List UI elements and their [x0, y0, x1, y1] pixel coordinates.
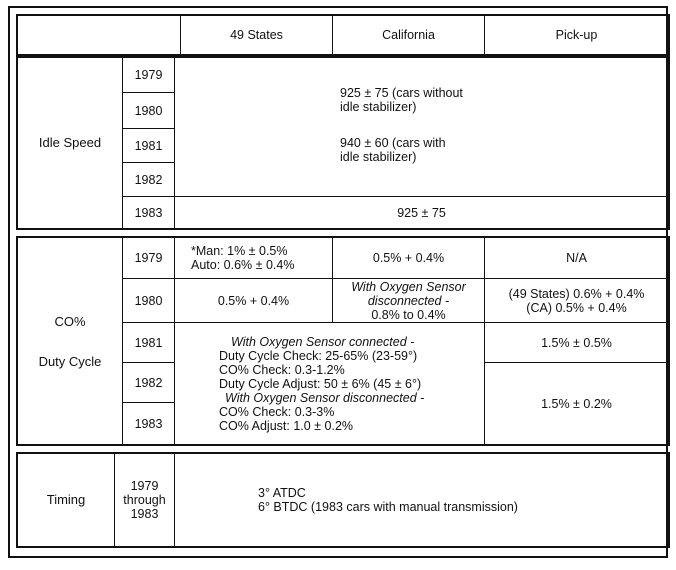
co-check-connected: CO% Check: 0.3-1.2%: [219, 362, 345, 377]
header-pickup: Pick-up: [555, 28, 598, 42]
co-duty-cycle-panel: [16, 236, 670, 446]
co-year-1979: 1979: [134, 251, 163, 265]
co-year-1983: 1983: [134, 416, 163, 431]
co-1982-1983-pickup: 1.5% ± 0.2%: [541, 396, 612, 411]
idle-year-1983: 1983: [134, 205, 163, 220]
co-1980-49-states: 0.5% + 0.4%: [217, 293, 290, 308]
idle-year-1981: 1981: [134, 138, 163, 153]
co-1980-pickup: (49 States) 0.6% + 0.4% (CA) 0.5% + 0.4%: [508, 286, 645, 315]
co-percent-label: CO%: [54, 314, 86, 329]
o2-connected-heading: With Oxygen Sensor connected -: [231, 334, 415, 349]
co-adjust: CO% Adjust: 1.0 ± 0.2%: [219, 418, 354, 433]
idle-spec-without-stabilizer: 925 ± 75 (cars without idle stabilizer): [340, 86, 463, 114]
co-check-disconnected: CO% Check: 0.3-3%: [219, 404, 335, 419]
co-1979-pickup: N/A: [566, 251, 587, 265]
idle-spec-1983: 925 ± 75: [397, 205, 446, 220]
co-1979-49-states: *Man: 1% ± 0.5% Auto: 0.6% ± 0.4%: [191, 244, 295, 272]
timing-years: 1979 through 1983: [123, 479, 166, 521]
idle-spec-with-stabilizer: 940 ± 60 (cars with idle stabilizer): [340, 136, 446, 164]
idle-year-1979: 1979: [134, 68, 163, 82]
header-49-states: 49 States: [230, 28, 283, 42]
header-panel: [16, 14, 670, 56]
idle-year-1982: 1982: [134, 172, 163, 187]
duty-cycle-check: Duty Cycle Check: 25-65% (23-59°): [219, 348, 418, 363]
idle-year-1980: 1980: [134, 103, 163, 118]
timing-label: Timing: [46, 492, 86, 507]
co-1980-california: With Oxygen Sensor disconnected - 0.8% to 0.4%: [351, 279, 466, 322]
co-year-1982: 1982: [134, 375, 163, 390]
timing-spec: 3° ATDC 6° BTDC (1983 cars with manual transmission): [258, 486, 518, 514]
co-year-1980: 1980: [134, 293, 163, 308]
co-year-1981: 1981: [134, 335, 163, 350]
duty-cycle-adjust: Duty Cycle Adjust: 50 ± 6% (45 ± 6°): [219, 376, 422, 391]
header-california: California: [382, 28, 435, 42]
duty-cycle-label: Duty Cycle: [38, 354, 102, 369]
timing-panel: [16, 452, 670, 548]
o2-disconnected-heading: With Oxygen Sensor disconnected -: [225, 390, 425, 405]
oxygen-sensor-spec-block: [175, 323, 484, 444]
idle-speed-panel: [16, 56, 670, 230]
idle-speed-label: Idle Speed: [38, 135, 102, 150]
co-1979-california: 0.5% + 0.4%: [372, 251, 445, 265]
co-1981-pickup: 1.5% ± 0.5%: [541, 335, 612, 350]
